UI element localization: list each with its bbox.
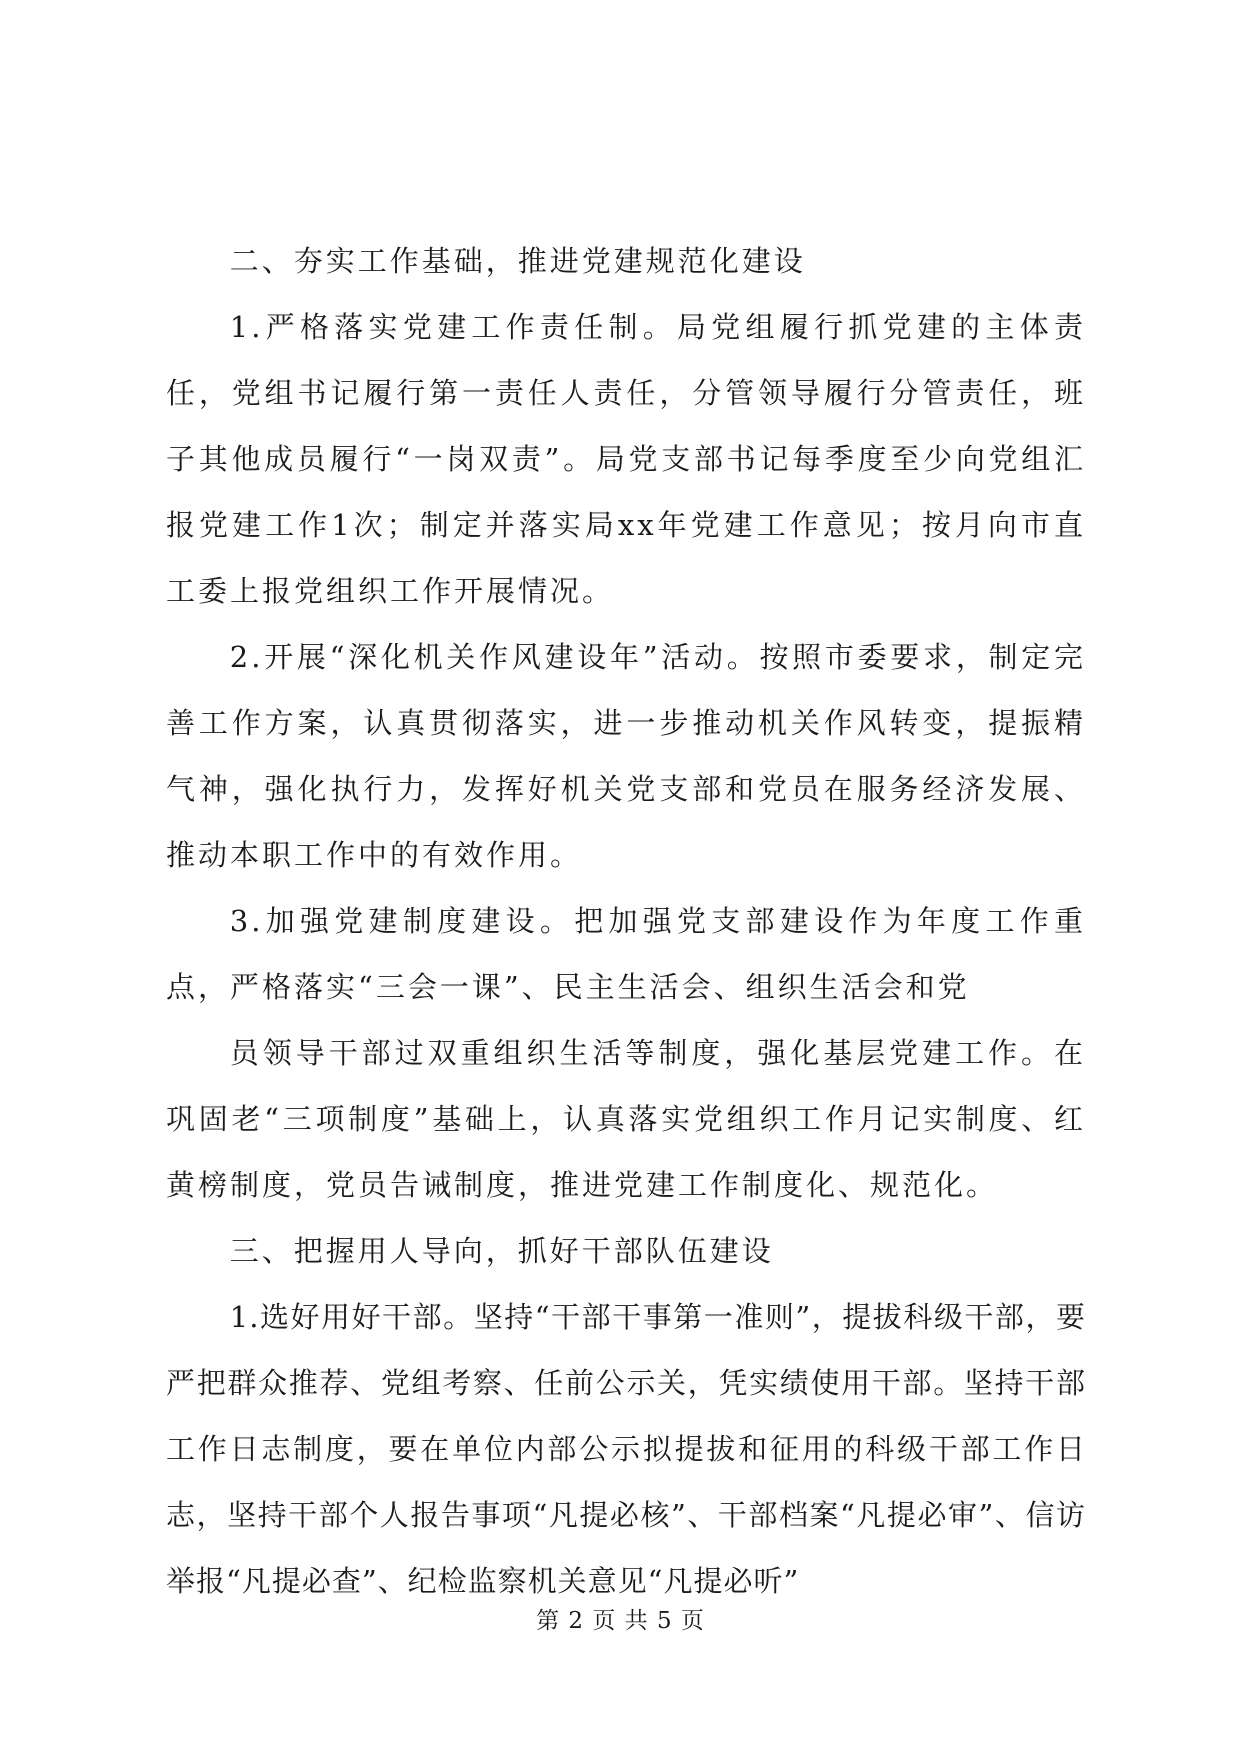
section-heading-2: 二、夯实工作基础，推进党建规范化建设 [229, 244, 806, 278]
paragraph-party-system-continued: 员领导干部过双重组织生活等制度，强化基层党建工作。在巩固老“三项制度”基础上，认真落实党组织工作月记实制度、红黄榜制度，党员告诫制度，推进党建工作制度化、规范化。 [166, 1036, 1086, 1202]
paragraph-cadre-selection: 1.选好用好干部。坚持“干部干事第一准则”，提拔科级干部，要严把群众推荐、党组考察、任前公示关，凭实绩使用干部。坚持干部工作日志制度，要在单位内部公示拟提拔和征用的科级干部工作日志，坚持干部个人报告事项“凡提必核”、干部档案“凡提必审”、信访举报“凡提必查”、纪检监察机关意见“凡提必听” [166, 1300, 1086, 1598]
section-heading-3: 三、把握用人导向，抓好干部队伍建设 [229, 1234, 774, 1268]
paragraph-responsibility: 1.严格落实党建工作责任制。局党组履行抓党建的主体责任，党组书记履行第一责任人责任，分管领导履行分管责任，班子其他成员履行“一岗双责”。局党支部书记每季度至少向党组汇报党建工作1次；制定并落实局xx年党建工作意见；按月向市直工委上报党组织工作开展情况。 [166, 310, 1086, 608]
page-number-footer: 第 2 页 共 5 页 [536, 1608, 705, 1634]
paragraph-party-system: 3.加强党建制度建设。把加强党支部建设作为年度工作重点，严格落实“三会一课”、民主生活会、组织生活会和党 [166, 904, 1086, 1004]
document-body [166, 228, 1086, 1614]
paragraph-work-style: 2.开展“深化机关作风建设年”活动。按照市委要求，制定完善工作方案，认真贯彻落实，进一步推动机关作风转变，提振精气神，强化执行力，发挥好机关党支部和党员在服务经济发展、推动本职工作中的有效作用。 [166, 640, 1086, 872]
